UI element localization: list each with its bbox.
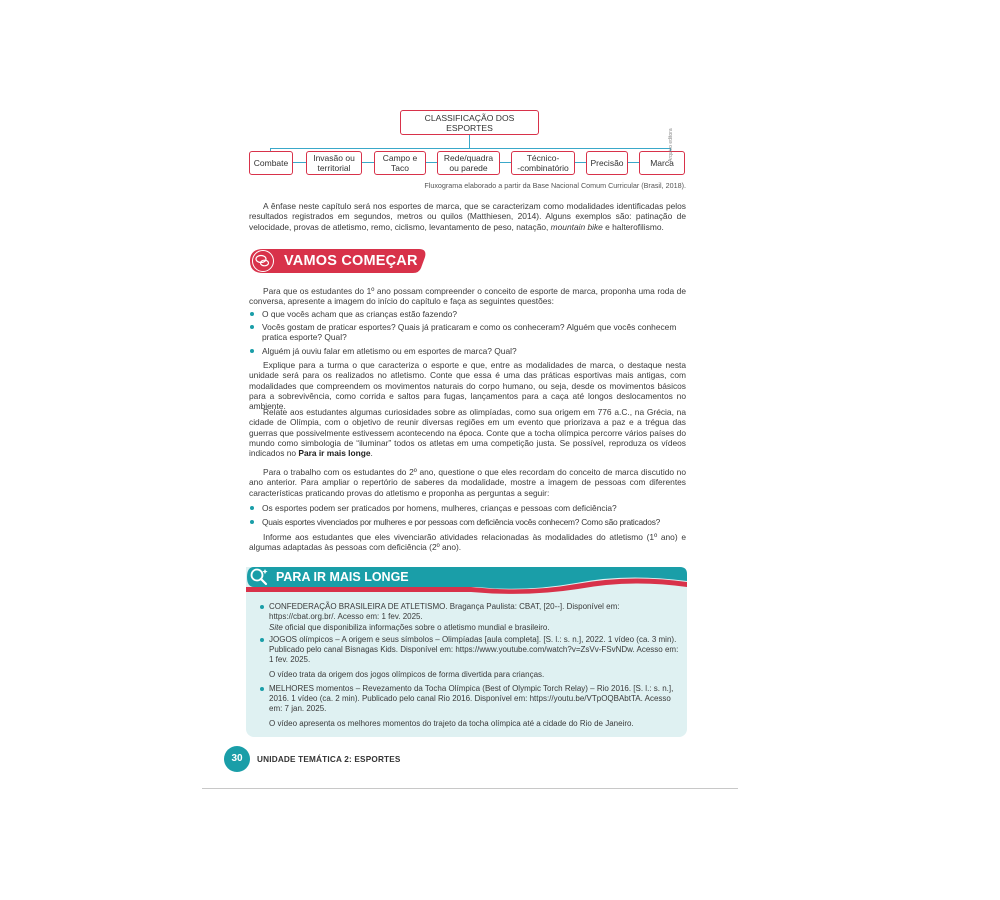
question-item: Quais esportes vivenciados por mulheres e por pessoas com deficiência vocês conhecem? Como são praticados?	[249, 517, 686, 527]
flowchart-connector	[425, 162, 437, 163]
flowchart-connector	[361, 162, 374, 163]
question-item: Os esportes podem ser praticados por homens, mulheres, crianças e pessoas com deficiência?	[249, 503, 686, 513]
vamos-comecar-banner	[249, 248, 427, 274]
flowchart-connector	[627, 162, 639, 163]
question-item: Vocês gostam de praticar esportes? Quais já praticaram e como os conheceram? Alguém que vocês conhecem pratica esporte? Qual?	[249, 322, 686, 343]
flowchart-item: Combate	[249, 151, 293, 175]
intro-paragraph: A ênfase neste capítulo será nos esportes de marca, que se caracterizam como modalidades identificadas pelos resultados registrados em segundos, metros ou quilos (Matthiesen, 2014). Alguns exemplos são: patinação de velocidade, provas de atletismo, remo, ciclismo, levantamento de peso, natação, mountain bike e halterofilismo.	[249, 201, 686, 232]
flowchart-connector	[270, 148, 671, 149]
question-item: O que vocês acham que as crianças estão fazendo?	[249, 309, 686, 319]
bullet-icon	[260, 638, 264, 642]
flowchart-item: Técnico- -combinatório	[511, 151, 575, 175]
magnifier-icon	[248, 566, 270, 588]
reference-note: O vídeo trata da origem dos jogos olímpicos de forma divertida para crianças.	[269, 670, 545, 679]
flowchart-connector	[292, 162, 306, 163]
flowchart-connector	[469, 135, 470, 148]
flowchart-item: Marca	[639, 151, 685, 175]
bullet-icon	[250, 520, 254, 524]
vamos-paragraph-3: Relate aos estudantes algumas curiosidades sobre as olimpíadas, como sua origem em 776 a.C., na Grécia, na cidade de Olímpia, com o objetivo de reunir diversas regiões em um evento que priorizava a paz e a trégua das guerras que possivelmente estivessem acontecendo na época. Conte que a tocha olímpica percorre vários países do mundo como simbologia de “iluminar” todos os atletas em uma competição justa. Se possível, reproduza os vídeos indicados no Para ir mais longe.	[249, 407, 686, 459]
reference-note: O vídeo apresenta os melhores momentos do trajeto da tocha olímpica até a cidade do Rio de Janeiro.	[269, 719, 634, 728]
bullet-icon	[260, 687, 264, 691]
flowchart-item: Campo e Taco	[374, 151, 426, 175]
reference-note: Site oficial que disponibiliza informações sobre o atletismo mundial e brasileiro.	[269, 623, 550, 632]
vamos-paragraph-1: Para que os estudantes do 1º ano possam compreender o conceito de esporte de marca, proponha uma roda de conversa, apresente a imagem do início do capítulo e faça as seguintes questões:	[249, 286, 686, 307]
flowchart-item: Invasão ou territorial	[306, 151, 362, 175]
page-number: 30	[231, 753, 243, 764]
bullet-icon	[250, 506, 254, 510]
reference-item: MELHORES momentos – Revezamento da Tocha Olímpica (Best of Olympic Torch Relay) – Rio 2016. [S. l.: s. n.], 2016. 1 vídeo (ca. 2 min). Publicado pelo canal Rio 2016. Disponível em: https://youtu.be/VTpOQBAbtTA. Acesso em: 7 jan. 2025.	[259, 684, 683, 713]
reference-item: CONFEDERAÇÃO BRASILEIRA DE ATLETISMO. Bragança Paulista: CBAT, [20--]. Disponível em: https://cbat.org.br/. Acesso em: 1 fev. 2025.	[259, 602, 683, 622]
flowchart-caption: Fluxograma elaborado a partir da Base Nacional Comum Curricular (Brasil, 2018).	[424, 181, 686, 190]
bullet-icon	[250, 349, 254, 353]
page-number-badge	[224, 746, 250, 772]
flowchart-root: CLASSIFICAÇÃO DOS ESPORTES	[400, 110, 539, 135]
mais-longe-title: PARA IR MAIS LONGE	[276, 570, 409, 584]
vamos-paragraph-2: Explique para a turma o que caracteriza o esporte e que, entre as modalidades de marca, o destaque nesta unidade será para os realizados no atletismo. Conte que essa é uma das práticas esportivas mais antigas, com modalidades que compreendem os movimentos naturais do corpo humano, ou seja, desde os movimentos básicos para a sobrevivência, como corrida e saltos para fugas, lançamentos para a caça até longos deslocamentos no ambiente.	[249, 360, 686, 412]
chat-bubbles-icon	[252, 250, 274, 272]
mais-longe-header	[246, 565, 687, 595]
flowchart-item: Rede/quadra ou parede	[437, 151, 500, 175]
bullet-icon	[260, 605, 264, 609]
vamos-paragraph-5: Informe aos estudantes que eles vivenciarão atividades relacionadas às modalidades do atletismo (1º ano) e algumas adaptadas às pessoas com deficiência (2º ano).	[249, 532, 686, 553]
vamos-comecar-title: VAMOS COMEÇAR	[284, 253, 418, 269]
flowchart-connector	[574, 162, 586, 163]
footer-unit-title: UNIDADE TEMÁTICA 2: ESPORTES	[257, 755, 401, 764]
bullet-icon	[250, 325, 254, 329]
flowchart-connector	[499, 162, 511, 163]
image-credit: Arquivo editora	[668, 128, 674, 162]
reference-item: JOGOS olímpicos – A origem e seus símbolos – Olimpíadas [aula completa]. [S. l.: s. n.], 2022. 1 vídeo (ca. 3 min). Publicado pelo canal Bisnagas Kids. Disponível em: https://www.youtube.com/watch?v=ZsVv-FSvNDw. Acesso em: 1 fev. 2025.	[259, 635, 683, 664]
question-item: Alguém já ouviu falar em atletismo ou em esportes de marca? Qual?	[249, 346, 686, 356]
flowchart-item: Precisão	[586, 151, 628, 175]
bullet-icon	[250, 312, 254, 316]
page-bottom-divider	[202, 788, 738, 789]
vamos-paragraph-4: Para o trabalho com os estudantes do 2º ano, questione o que eles recordam do conceito de marca discutido no ano anterior. Para ampliar o repertório de saberes da modalidade, mostre a imagem de pessoas com diferentes características praticando provas do atletismo e proponha as perguntas a seguir:	[249, 467, 686, 498]
